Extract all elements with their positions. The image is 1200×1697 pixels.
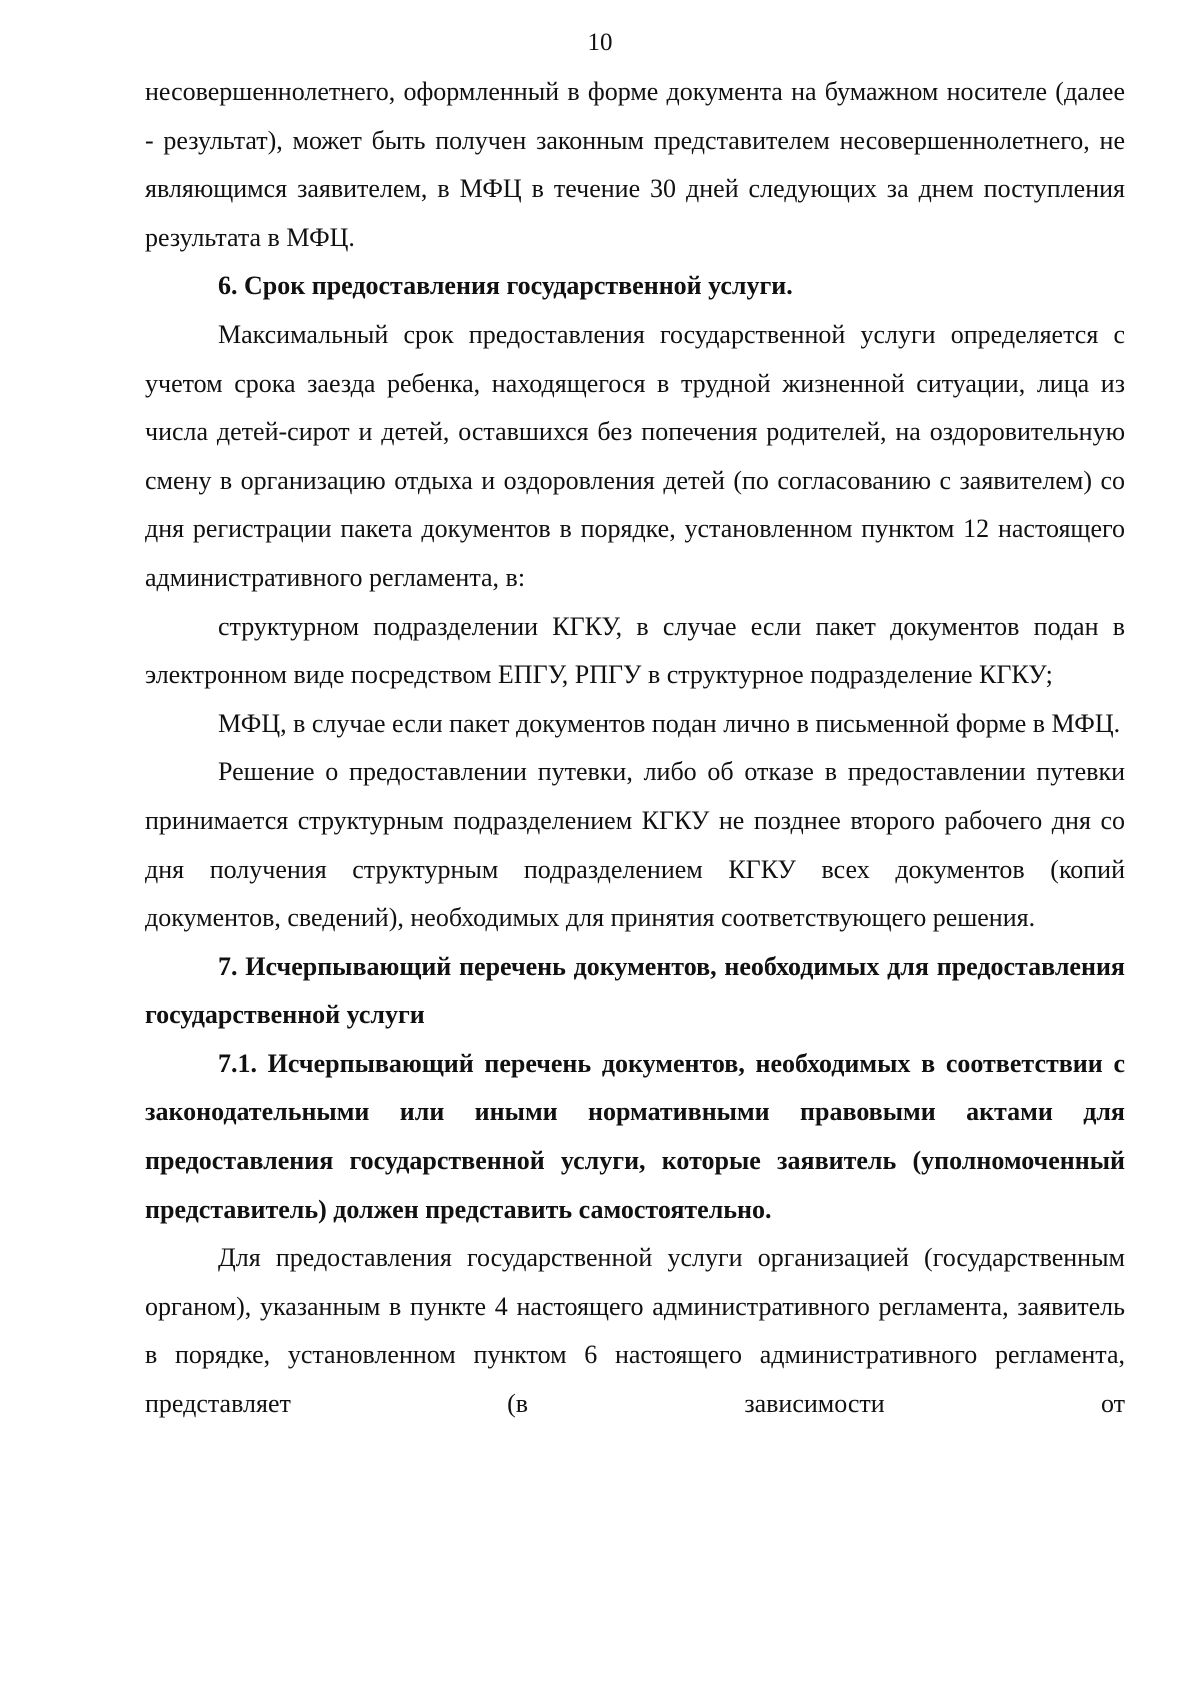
document-body <box>145 68 1125 1429</box>
paragraph-decision: Решение о предоставлении путевки, либо об отказе в предоставлении путевки принимается структурным подразделением КГКУ не позднее второго рабочего дня со дня получения структурным подразделением КГКУ всех документов (копий документов, сведений), необходимых для принятия соответствующего решения. <box>145 757 1125 933</box>
section-heading-6: 6. Срок предоставления государственной услуги. <box>218 271 793 301</box>
paragraph-mfc: МФЦ, в случае если пакет документов подан лично в письменной форме в МФЦ. <box>218 708 1121 738</box>
page-number: 10 <box>587 29 613 56</box>
paragraph-result-delivery: несовершеннолетнего, оформленный в форме документа на бумажном носителе (далее - результат), может быть получен законным представителем несовершеннолетнего, не являющимся заявителем, в МФЦ в течение 30 дней следующих за днем поступления результата в МФЦ. <box>145 77 1125 252</box>
paragraph-kgku-unit: структурном подразделении КГКУ, в случае если пакет документов подан в электронном виде посредством ЕПГУ, РПГУ в структурное подразделение КГКУ; <box>145 611 1125 690</box>
paragraph-applicant-submits: Для предоставления государственной услуги организацией (государственным органом), указанным в пункте 4 настоящего административного регламента, заявитель в порядке, установленном пунктом 6 настоящего административного регламента, представляет (в зависимости от <box>145 1243 1125 1419</box>
section-heading-7: 7. Исчерпывающий перечень документов, необходимых для предоставления государственной услуги <box>145 951 1125 1030</box>
paragraph-max-term: Максимальный срок предоставления государственной услуги определяется с учетом срока заезда ребенка, находящегося в трудной жизненной ситуации, лица из числа детей-сирот и детей, оставшихся без попечения родителей, на оздоровительную смену в организацию отдыха и оздоровления детей (по согласованию с заявителем) со дня регистрации пакета документов в порядке, установленном пунктом 12 настоящего административного регламента, в: <box>145 319 1125 592</box>
section-heading-7-1: 7.1. Исчерпывающий перечень документов, необходимых в соответствии с законодательными или иными нормативными правовыми актами для предоставления государственной услуги, которые заявитель (уполномоченный представитель) должен представить самостоятельно. <box>145 1048 1125 1224</box>
